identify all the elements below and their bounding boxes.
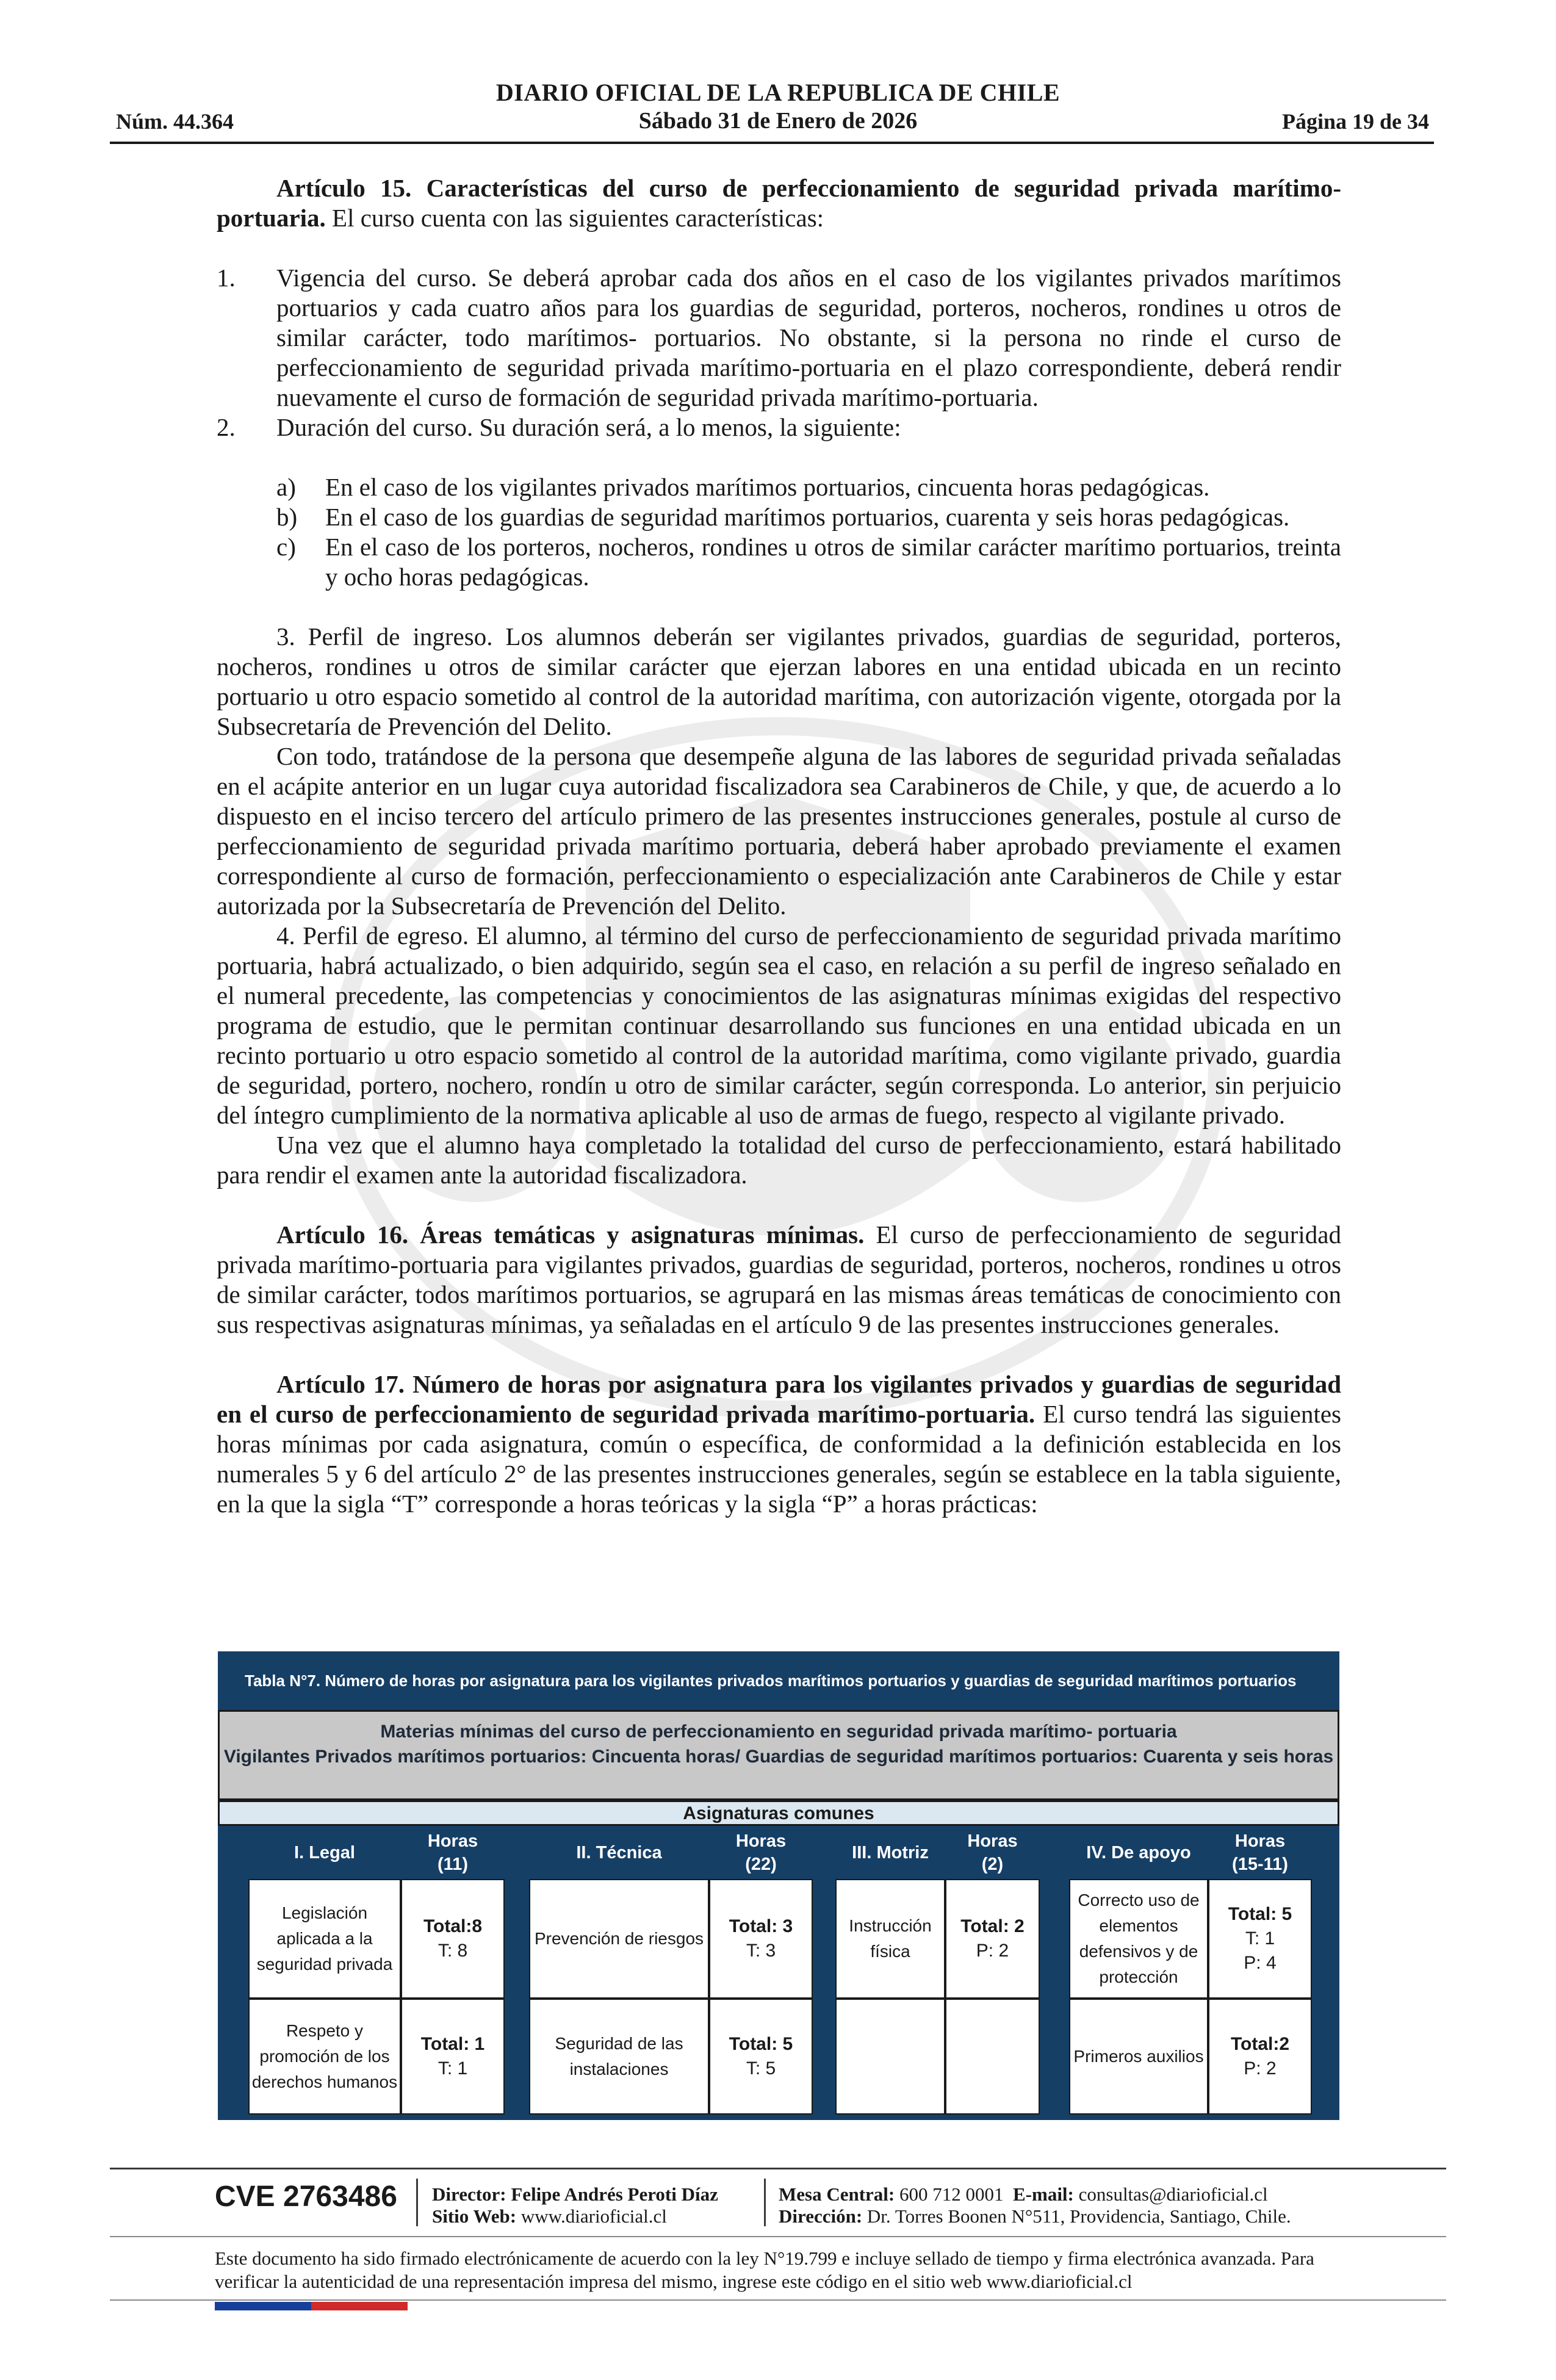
area-hours: Horas (22)	[735, 1831, 787, 1874]
total-cell: Total:8 T: 8	[401, 1879, 505, 1999]
hours-table	[218, 1651, 1339, 2120]
page-indicator: Página 19 de 34	[1281, 109, 1429, 134]
signature-note: Este documento ha sido firmado electrónicamente de acuerdo con la ley N°19.799 e incluye sellado de tiempo y firma electrónica avanzada. Para verificar la autenticidad de una representación impresa del mismo, ingrese este código en el sitio web www.diarioficial.cl	[215, 2248, 1314, 2292]
list-item: c) En el caso de los porteros, nocheros, rondines u otros de similar carácter marítimo portuarios, treinta y ocho horas pedagógicas.	[276, 533, 1341, 591]
footer-rule	[110, 2299, 1446, 2301]
total-cell	[945, 1999, 1040, 2115]
subject-cell: Primeros auxilios	[1069, 1999, 1208, 2115]
footer-contact: Mesa Central: 600 712 0001 E-mail: consultas@diarioficial.cl Dirección: Dr. Torres Boonen N°511, Providencia, Santiago, Chile.	[779, 2183, 1291, 2227]
art15-heading: Artículo 15. Características del curso de perfeccionamiento de seguridad privada marítimo-portuaria. El curso cuenta con las siguientes características:	[217, 174, 1341, 232]
subject-cell	[835, 1999, 945, 2115]
list-item: a) En el caso de los vigilantes privados marítimos portuarios, cincuenta horas pedagógicas.	[276, 473, 1210, 501]
area-hours: Horas (2)	[967, 1831, 1018, 1874]
site-link[interactable]: www.diarioficial.cl	[520, 2205, 667, 2227]
subject-cell: Seguridad de las instalaciones	[529, 1999, 709, 2115]
subject-cell: Legislación aplicada a la seguridad privada	[248, 1879, 401, 1999]
area-hours: Horas (15-11)	[1232, 1831, 1288, 1874]
list-item: b) En el caso de los guardias de seguridad marítimos portuarios, cuarenta y seis horas pedagógicas.	[276, 503, 1290, 531]
total-cell: Total:2 P: 2	[1208, 1999, 1312, 2115]
list-item: 1. Vigencia del curso. Se deberá aprobar cada dos años en el caso de los vigilantes privados marítimos portuarios y cada cuatro años para los guardias de seguridad, porteros, nocheros, rondines u otros de similar carácter, todo marítimos- portuarios. No obstante, si la persona no rinde el curso de perfeccionamiento de seguridad privada marítimo-portuaria en el plazo correspondiente, deberá rendir nuevamente el curso de formación de seguridad privada marítimo-portuaria.	[217, 264, 1341, 411]
area-header: IV. De apoyo	[1086, 1843, 1191, 1863]
area-hours: Horas (11)	[427, 1831, 478, 1874]
header-rule	[110, 142, 1434, 144]
newspaper-title: DIARIO OFICIAL DE LA REPUBLICA DE CHILE	[495, 79, 1061, 106]
subject-cell: Instrucción física	[835, 1879, 945, 1999]
table-caption: Tabla N°7. Número de horas por asignatura para los vigilantes privados marítimos portuarios y guardias de seguridad marítimos portuarios	[218, 1651, 1339, 1710]
document-body	[217, 173, 1341, 1519]
paragraph: Con todo, tratándose de la persona que desempeñe alguna de las labores de seguridad privada señaladas en el acápite anterior en un lugar cuya autoridad fiscalizadora sea Carabineros de Chile, y que, de acuerdo a lo dispuesto en el inciso tercero del artículo primero de las presentes instrucciones generales, postule al curso de perfeccionamiento de seguridad privada marítimo portuaria, deberá haber aprobado previamente el examen correspondiente al curso de formación, perfeccionamiento o especialización ante Carabineros de Chile y estar autorizada por la Subsecretaría de Prevención del Delito.	[217, 742, 1341, 920]
paragraph: 3. Perfil de ingreso. Los alumnos deberán ser vigilantes privados, guardias de seguridad, porteros, nocheros, rondines u otros de similar carácter que ejerzan labores en una entidad ubicada en un recinto portuario u otro espacio sometido al control de la autoridad marítima, con autorización vigente, otorgada por la Subsecretaría de Prevención del Delito.	[217, 622, 1341, 740]
footer-rule	[110, 2168, 1446, 2169]
table-subtitle: Materias mínimas del curso de perfeccionamiento en seguridad privada marítimo- portuaria Vigilantes Privados marítimos portuarios: Cincuenta horas/ Guardias de seguridad marítimos portuarios: Cuarenta y seis horas	[218, 1710, 1339, 1800]
flag-bar-red	[311, 2302, 408, 2310]
area-header: III. Motriz	[852, 1843, 929, 1863]
table-common-header: Asignaturas comunes	[218, 1800, 1339, 1826]
total-cell: Total: 3 T: 3	[709, 1879, 813, 1999]
email-link[interactable]: consultas@diarioficial.cl	[1078, 2183, 1268, 2205]
footer-divider	[764, 2179, 766, 2226]
footer-director: Director: Felipe Andrés Peroti Díaz Sitio Web: www.diarioficial.cl	[432, 2183, 718, 2227]
subject-cell: Respeto y promoción de los derechos humanos	[248, 1999, 401, 2115]
table-body	[218, 1826, 1339, 2120]
subject-cell: Prevención de riesgos	[529, 1879, 709, 1999]
cve-code: CVE 2763486	[215, 2180, 397, 2213]
subject-cell: Correcto uso de elementos defensivos y de protección	[1069, 1879, 1208, 1999]
total-cell: Total: 1 T: 1	[401, 1999, 505, 2115]
area-header: II. Técnica	[576, 1843, 662, 1863]
paragraph: 4. Perfil de egreso. El alumno, al término del curso de perfeccionamiento de seguridad privada marítimo portuaria, habrá actualizado, o bien adquirido, según sea el caso, en relación a su perfil de ingreso señalado en el numeral precedente, las competencias y conocimientos de las asignaturas mínimas exigidas del respectivo programa de estudio, que le permitan continuar desarrollando sus funciones en una entidad ubicada en un recinto portuario u otro espacio sometido al control de la autoridad marítima, como vigilante privado, guardia de seguridad, portero, nochero, rondín u otro de similar carácter, según corresponda. Lo anterior, sin perjuicio del íntegro cumplimiento de la normativa aplicable al uso de armas de fuego, respecto al vigilante privado.	[217, 921, 1341, 1129]
footer-rule	[110, 2236, 1446, 2237]
issue-number: Núm. 44.364	[116, 109, 234, 134]
issue-date: Sábado 31 de Enero de 2026	[638, 108, 918, 134]
flag-bar-blue	[215, 2302, 311, 2310]
paragraph: Una vez que el alumno haya completado la totalidad del curso de perfeccionamiento, estará habilitado para rendir el examen ante la autoridad fiscalizadora.	[217, 1131, 1341, 1189]
list-item: 2. Duración del curso. Su duración será, a lo menos, la siguiente:	[217, 413, 901, 441]
area-header: I. Legal	[294, 1843, 355, 1863]
footer-divider	[416, 2179, 418, 2226]
art17-paragraph: Artículo 17. Número de horas por asignatura para los vigilantes privados y guardias de seguridad en el curso de perfeccionamiento de seguridad privada marítimo-portuaria. El curso tendrá las siguientes horas mínimas por cada asignatura, común o específica, de conformidad a la definición establecida en los numerales 5 y 6 del artículo 2° de las presentes instrucciones generales, según se establece en la tabla siguiente, en la que la sigla “T” corresponde a horas teóricas y la sigla “P” a horas prácticas:	[217, 1370, 1341, 1518]
total-cell: Total: 5 T: 1 P: 4	[1208, 1879, 1312, 1999]
total-cell: Total: 2 P: 2	[945, 1879, 1040, 1999]
total-cell: Total: 5 T: 5	[709, 1999, 813, 2115]
art16-paragraph: Artículo 16. Áreas temáticas y asignaturas mínimas. El curso de perfeccionamiento de seguridad privada marítimo-portuaria para vigilantes privados, guardias de seguridad, porteros, nocheros, rondines u otros de similar carácter, todos marítimos portuarios, se agrupará en las mismas áreas temáticas de conocimiento con sus respectivas asignaturas mínimas, ya señaladas en el artículo 9 de las presentes instrucciones generales.	[217, 1221, 1341, 1338]
